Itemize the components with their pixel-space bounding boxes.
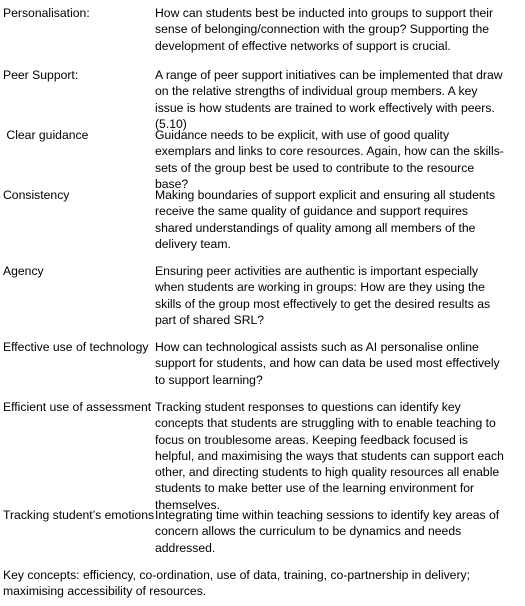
row-label: Personalisation: — [3, 6, 90, 20]
row-label: Consistency — [3, 188, 70, 202]
row-text: Guidance needs to be explicit, with use of good quality exemplars and links to core resources. Again, how can the skills-sets of the group best be used to contribute to the resource base? — [155, 128, 504, 191]
row-text: A range of peer support initiatives can be implemented that draw on the relative strengths of individual group members. A key issue is how students are trained to work effectively with peers. (5.10) — [155, 68, 503, 131]
row-label: Clear guidance — [3, 128, 89, 142]
row-label: Agency — [3, 264, 44, 278]
row-peer-support — [0, 67, 505, 132]
row-text: Tracking student responses to questions can identify key concepts that students are struggling with to enable teaching to focus on troublesome areas. Keeping feedback focused is helpful, and maximising the ways that students can support each other, and directing students to high quality resources all enable students to make better use of the learning environment for themselves. — [155, 400, 504, 512]
row-label: Efficient use of assessment — [3, 400, 152, 414]
row-text: Making boundaries of support explicit and ensuring all students receive the same quality of guidance and support requires shared understandings of quality among all members of the delivery team. — [155, 188, 496, 251]
row-agency — [0, 263, 505, 328]
row-label: Peer Support: — [3, 68, 79, 82]
row-label: Effective use of technology — [3, 340, 149, 354]
key-concepts-footer: Key concepts: efficiency, co-ordination, use of data, training, co-partnership in delivery; maximising accessibility of resources. — [3, 568, 470, 599]
row-efficient-assessment — [0, 399, 505, 513]
row-clear-guidance — [0, 127, 505, 192]
row-label: Tracking student’s emotions — [3, 508, 155, 522]
row-effective-technology — [0, 339, 505, 388]
row-text: Integrating time within teaching sessions to identify key areas of concern allows the curriculum to be dynamics and needs addressed. — [155, 508, 500, 555]
row-personalisation — [0, 5, 505, 54]
row-text: Ensuring peer activities are authentic is important especially when students are working in groups: How are they using the skills of the group most effectively to get the desired results as part of shared SRL? — [155, 264, 491, 327]
row-text: How can technological assists such as AI personalise online support for students, and how can data be used most effectively to support learning? — [155, 340, 500, 387]
row-consistency — [0, 187, 505, 252]
row-text: How can students best be inducted into groups to support their sense of belonging/connection with the group? Supporting the development of effective networks of support is crucial. — [155, 6, 494, 53]
row-tracking-emotions — [0, 507, 505, 556]
